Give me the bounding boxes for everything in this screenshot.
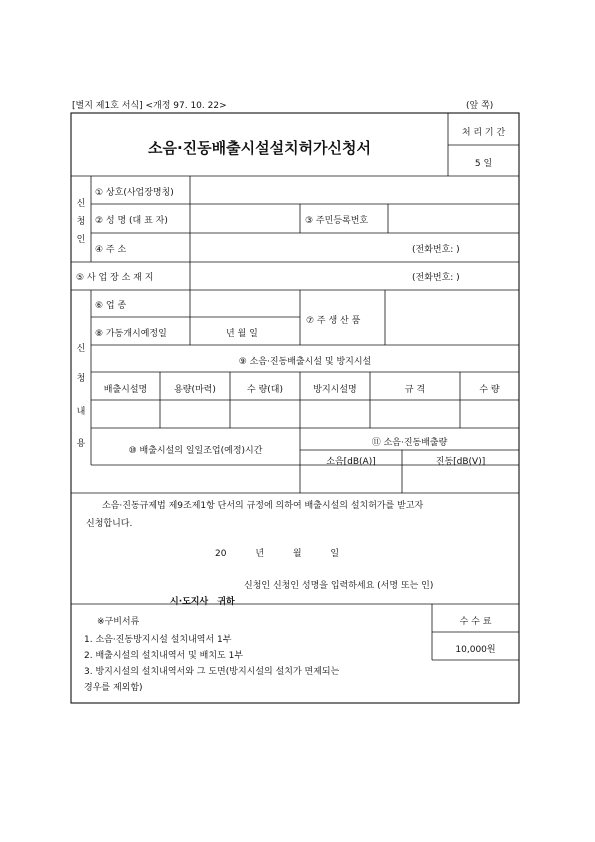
business-type-label: ⑥ 업 종 [95,301,127,311]
operating-hours-field[interactable] [92,466,299,492]
applicant-signature-line[interactable]: 신청인 신청인 성명을 입력하세요 (서명 또는 인) [244,581,434,591]
col-specification: 규 격 [404,385,426,395]
resident-number-label: ③ 주민등록번호 [305,216,369,226]
page-side: (앞 쪽) [466,101,494,111]
site-phone: (전화번호: ) [412,273,460,283]
content-side-label-1: 신 [76,344,86,354]
site-location-field[interactable] [191,263,518,289]
facility-section-header: ⑨ 소음·진동배출시설 및 방지시설 [238,357,372,367]
applicant-side-label-2: 청 [76,217,86,227]
content-side-label-3: 내 [76,407,86,417]
col-prevention-facility: 방지시설명 [313,385,357,395]
representative-name-label: ② 성 명 (대 표 자) [95,216,168,226]
fee-label: 수 수 료 [459,617,492,627]
address-phone: (전화번호: ) [412,245,460,255]
vibration-unit-label: 진동[dB(V)] [435,457,486,467]
capacity-cell[interactable] [161,401,229,427]
company-name-field[interactable] [191,177,518,203]
noise-unit-label: 소음[dB(A)] [326,457,376,467]
business-type-field[interactable] [191,291,299,316]
required-document-1: 1. 소음·진동방지시설 설치내역서 1부 [84,635,232,645]
page-title: 소음·진동배출시설설치허가신청서 [147,139,372,157]
start-date-value[interactable]: 년 월 일 [226,329,258,339]
col-quantity: 수 량 [479,385,500,395]
start-date-label: ⑧ 가동개시예정일 [95,329,167,339]
applicant-side-label-3: 인 [76,235,86,245]
quantity-cell[interactable] [461,401,518,427]
application-date[interactable]: 20 년 월 일 [215,549,340,559]
emission-label: ⑪ 소음·진동배출량 [371,438,448,448]
declaration-line-2: 신청합니다. [86,519,133,529]
required-document-3: 3. 방지시설의 설치내역서와 그 도면(방지시설의 설치가 면제되는 [84,667,340,677]
fee-value: 10,000원 [455,645,496,655]
content-side-label-2: 청 [76,374,86,384]
company-name-label: ① 상호(사업장명칭) [95,188,174,198]
content-side-label-4: 용 [76,439,86,449]
declaration-line-1: 소음·진동규제법 제9조제1항 단서의 규정에 의하여 배출시설의 설치허가를 받고자 [102,501,424,511]
operating-hours-label: ⑩ 배출시설의 일일조업(예정)시간 [128,446,263,456]
specification-cell[interactable] [371,401,459,427]
main-product-field[interactable] [386,291,518,344]
col-quantity-units: 수 량(대) [247,385,283,395]
quantity-units-cell[interactable] [231,401,299,427]
col-facility-name: 배출시설명 [103,385,148,395]
recipient: 시·도지사 귀하 [170,597,235,607]
prevention-facility-cell[interactable] [301,401,369,427]
applicant-side-label-1: 신 [76,199,86,209]
required-documents-title: ※구비서류 [97,617,140,627]
main-product-label: ⑦ 주 생 산 품 [306,316,361,326]
processing-period-value: 5 일 [474,159,493,169]
noise-value-field[interactable] [301,466,401,492]
facility-name-cell[interactable] [92,401,159,427]
required-document-3-continued: 경우를 제외함) [84,683,143,693]
address-label: ④ 주 소 [95,245,127,255]
form-reference: [별지 제1호 서식] <개정 97. 10. 22> [72,101,227,111]
vibration-value-field[interactable] [403,466,518,492]
processing-period-label: 처 리 기 간 [461,128,506,138]
address-field[interactable] [191,234,518,261]
required-document-2: 2. 배출시설의 설치내역서 및 배치도 1부 [84,651,244,661]
resident-number-field[interactable] [389,205,518,232]
site-location-label: ⑤ 사 업 장 소 재 지 [76,273,154,283]
col-capacity: 용량(마력) [174,385,216,395]
representative-name-field[interactable] [191,205,299,232]
